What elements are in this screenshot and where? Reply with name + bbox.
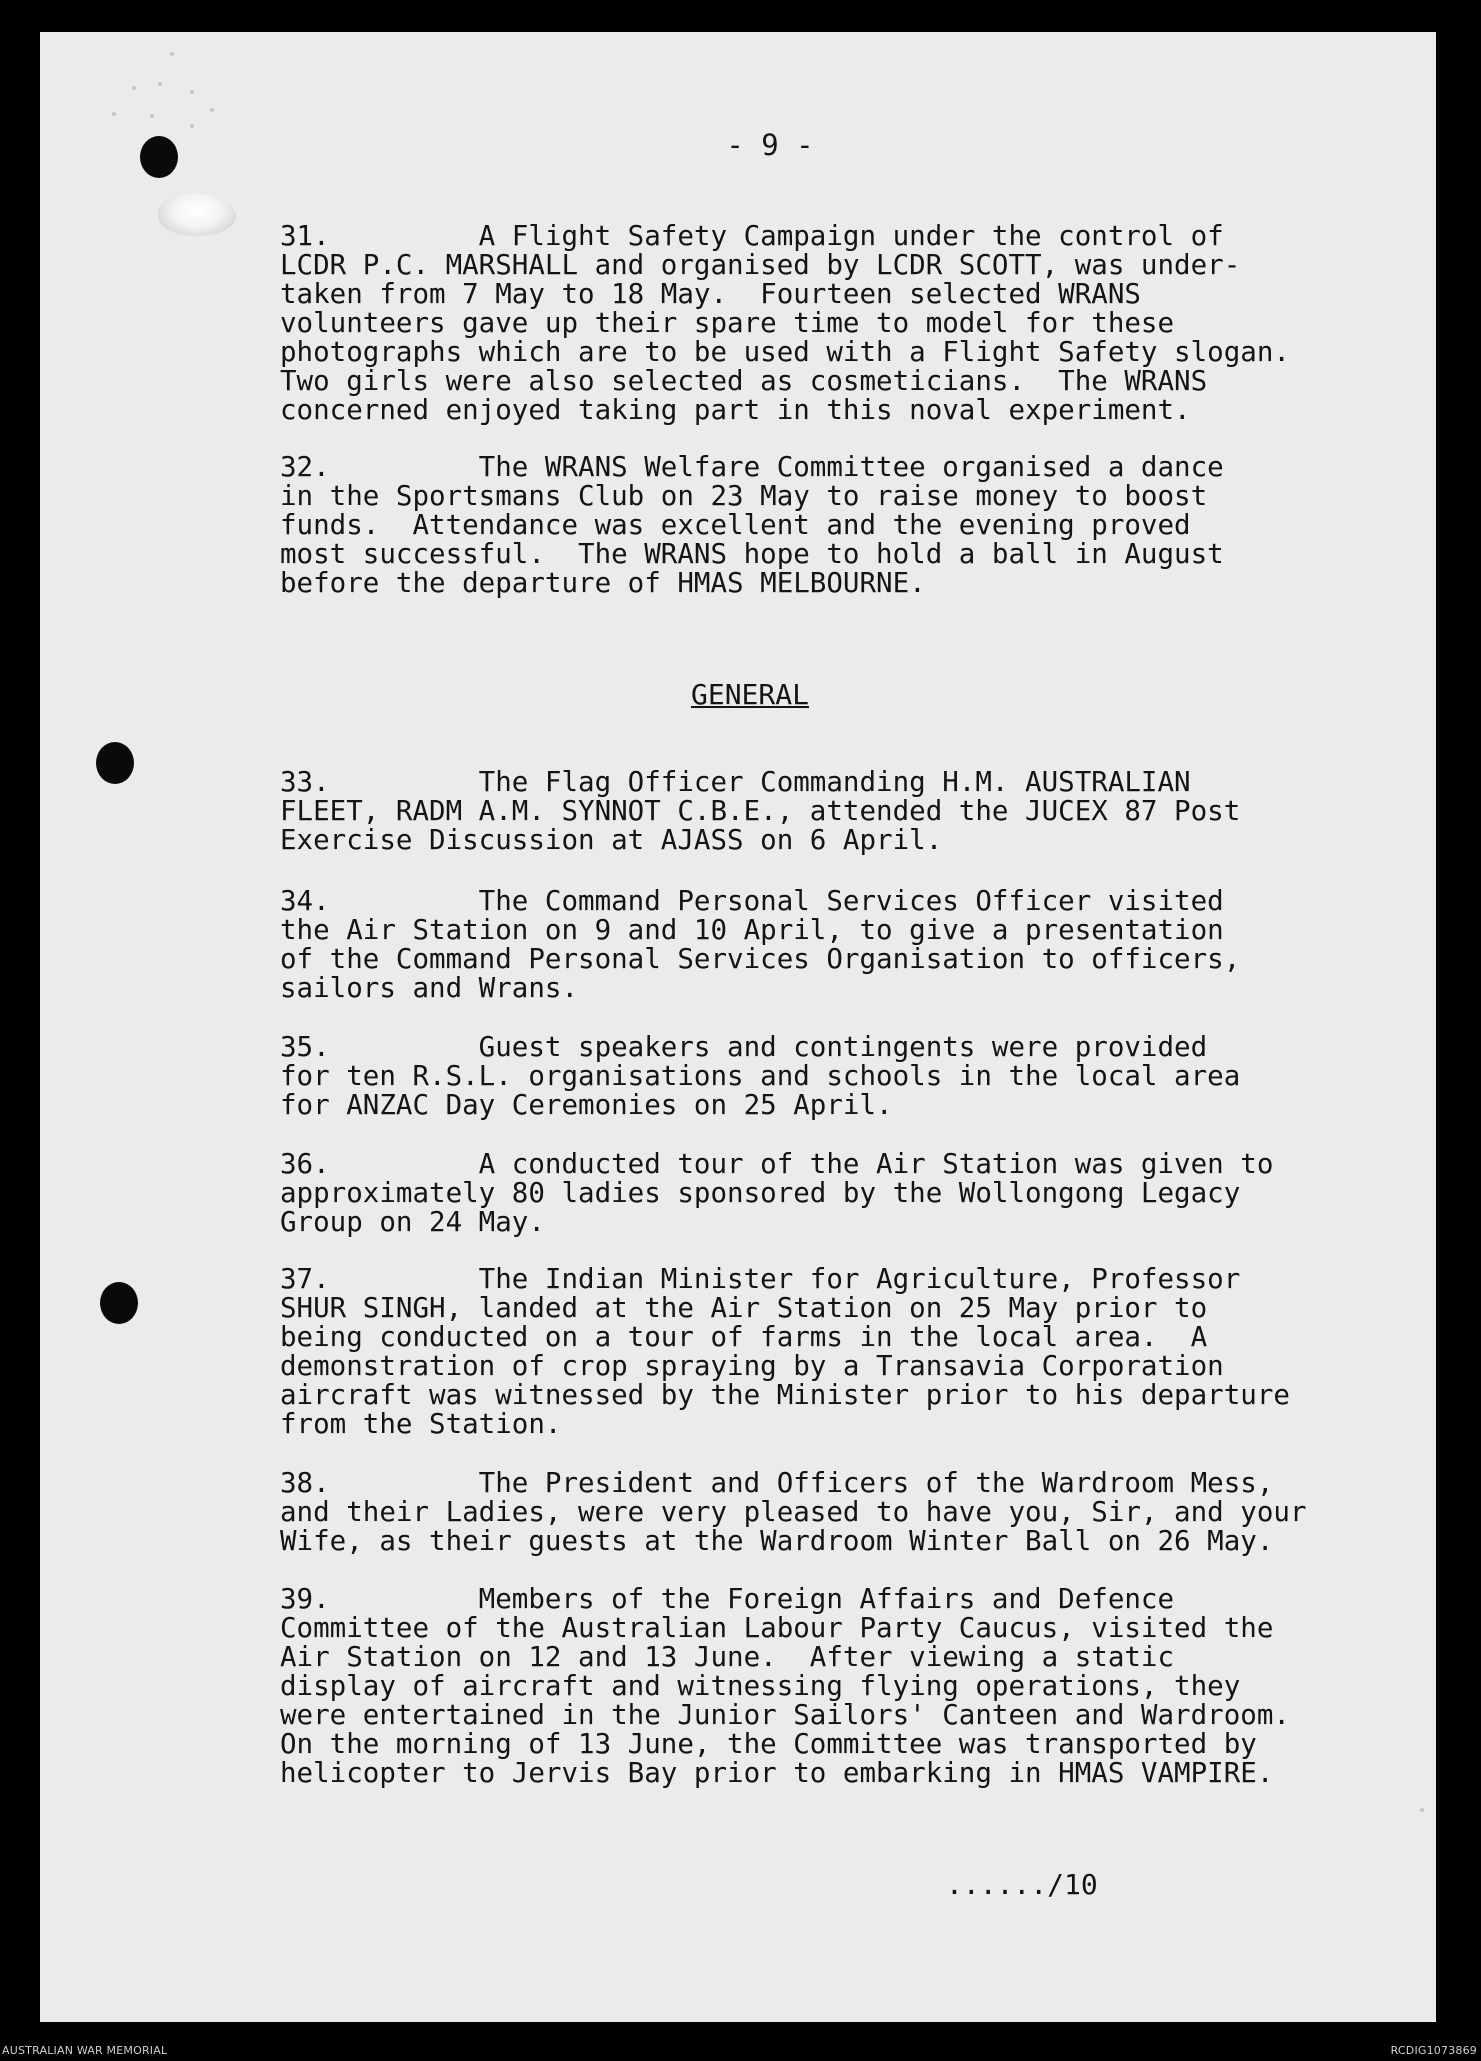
paper-speck [210, 108, 214, 112]
paragraph-line: demonstration of crop spraying by a Transavia Corporation [280, 1350, 1224, 1382]
paragraph-line: On the morning of 13 June, the Committee was transported by [280, 1728, 1257, 1760]
paragraph-line: concerned enjoyed taking part in this noval experiment. [280, 394, 1191, 426]
paragraph-line: LCDR P.C. MARSHALL and organised by LCDR SCOTT, was under- [280, 249, 1241, 281]
punch-hole-middle [96, 742, 134, 784]
paragraph-line: 37. The Indian Minister for Agriculture, Professor [280, 1263, 1241, 1295]
paragraph-37 [280, 1265, 1360, 1439]
paragraph-line: 39. Members of the Foreign Affairs and Defence [280, 1583, 1175, 1615]
footer-record-id: RCDIG1073869 [1390, 2044, 1477, 2057]
paragraph-line: the Air Station on 9 and 10 April, to give a presentation [280, 914, 1224, 946]
paragraph-line: FLEET, RADM A.M. SYNNOT C.B.E., attended the JUCEX 87 Post [280, 795, 1241, 827]
paper-speck [1420, 1808, 1424, 1812]
paragraph-line: before the departure of HMAS MELBOURNE. [280, 567, 926, 599]
paragraph-line: were entertained in the Junior Sailors' Canteen and Wardroom. [280, 1699, 1290, 1731]
paragraph-line: 32. The WRANS Welfare Committee organised a dance [280, 451, 1224, 483]
paragraph-line: SHUR SINGH, landed at the Air Station on 25 May prior to [280, 1292, 1208, 1324]
paper-speck [190, 90, 194, 94]
paper-speck [150, 114, 154, 118]
punch-hole-top [140, 136, 178, 178]
footer-archive-name: AUSTRALIAN WAR MEMORIAL [2, 2044, 168, 2057]
paragraph-line: funds. Attendance was excellent and the evening proved [280, 509, 1191, 541]
paragraph-line: volunteers gave up their spare time to model for these [280, 307, 1175, 339]
paragraph-line: Two girls were also selected as cosmeticians. The WRANS [280, 365, 1208, 397]
paragraph-line: Air Station on 12 and 13 June. After viewing a static [280, 1641, 1175, 1673]
paragraph-line: 31. A Flight Safety Campaign under the control of [280, 220, 1224, 252]
paragraph-line: photographs which are to be used with a Flight Safety slogan. [280, 336, 1290, 368]
paragraph-line: approximately 80 ladies sponsored by the Wollongong Legacy [280, 1177, 1241, 1209]
paragraph-39 [280, 1585, 1360, 1788]
paragraph-line: Wife, as their guests at the Wardroom Winter Ball on 26 May. [280, 1525, 1274, 1557]
paragraph-line: most successful. The WRANS hope to hold a ball in August [280, 538, 1224, 570]
paragraph-36 [280, 1150, 1360, 1237]
paragraph-line: taken from 7 May to 18 May. Fourteen selected WRANS [280, 278, 1141, 310]
paragraph-line: in the Sportsmans Club on 23 May to raise money to boost [280, 480, 1208, 512]
paper-tear-mark [158, 194, 236, 236]
paragraph-line: sailors and Wrans. [280, 972, 579, 1004]
paper-speck [190, 124, 194, 128]
paragraph-line: and their Ladies, were very pleased to have you, Sir, and your [280, 1496, 1307, 1528]
paragraph-34 [280, 887, 1360, 1003]
page-number: - 9 - [726, 128, 814, 162]
paragraph-line: 35. Guest speakers and contingents were provided [280, 1031, 1208, 1063]
paper-speck [170, 52, 174, 56]
paragraph-35 [280, 1033, 1360, 1120]
paragraph-32 [280, 453, 1360, 598]
paragraph-line: display of aircraft and witnessing flying operations, they [280, 1670, 1241, 1702]
paragraph-line: 33. The Flag Officer Commanding H.M. AUSTRALIAN [280, 766, 1191, 798]
paragraph-line: of the Command Personal Services Organisation to officers, [280, 943, 1241, 975]
paper-speck [132, 86, 136, 90]
paragraph-line: for ANZAC Day Ceremonies on 25 April. [280, 1089, 893, 1121]
punch-hole-lower [100, 1282, 138, 1324]
paper-speck [112, 112, 116, 116]
paragraph-line: aircraft was witnessed by the Minister prior to his departure [280, 1379, 1290, 1411]
paragraph-line: from the Station. [280, 1408, 562, 1440]
paper-speck [158, 82, 162, 86]
paragraph-line: 38. The President and Officers of the Wardroom Mess, [280, 1467, 1274, 1499]
section-heading-general: GENERAL [690, 678, 809, 711]
paragraph-33 [280, 768, 1360, 855]
paragraph-line: Group on 24 May. [280, 1206, 545, 1238]
paragraph-31 [280, 222, 1360, 425]
paragraph-line: Committee of the Australian Labour Party Caucus, visited the [280, 1612, 1274, 1644]
paragraph-38 [280, 1469, 1360, 1556]
paragraph-line: being conducted on a tour of farms in the local area. A [280, 1321, 1208, 1353]
paragraph-line: 34. The Command Personal Services Officer visited [280, 885, 1224, 917]
paragraph-line: for ten R.S.L. organisations and schools in the local area [280, 1060, 1241, 1092]
paragraph-line: helicopter to Jervis Bay prior to embarking in HMAS VAMPIRE. [280, 1757, 1274, 1789]
continuation-marker: ....../10 [946, 1868, 1098, 1901]
paragraph-line: 36. A conducted tour of the Air Station was given to [280, 1148, 1274, 1180]
paragraph-line: Exercise Discussion at AJASS on 6 April. [280, 824, 943, 856]
